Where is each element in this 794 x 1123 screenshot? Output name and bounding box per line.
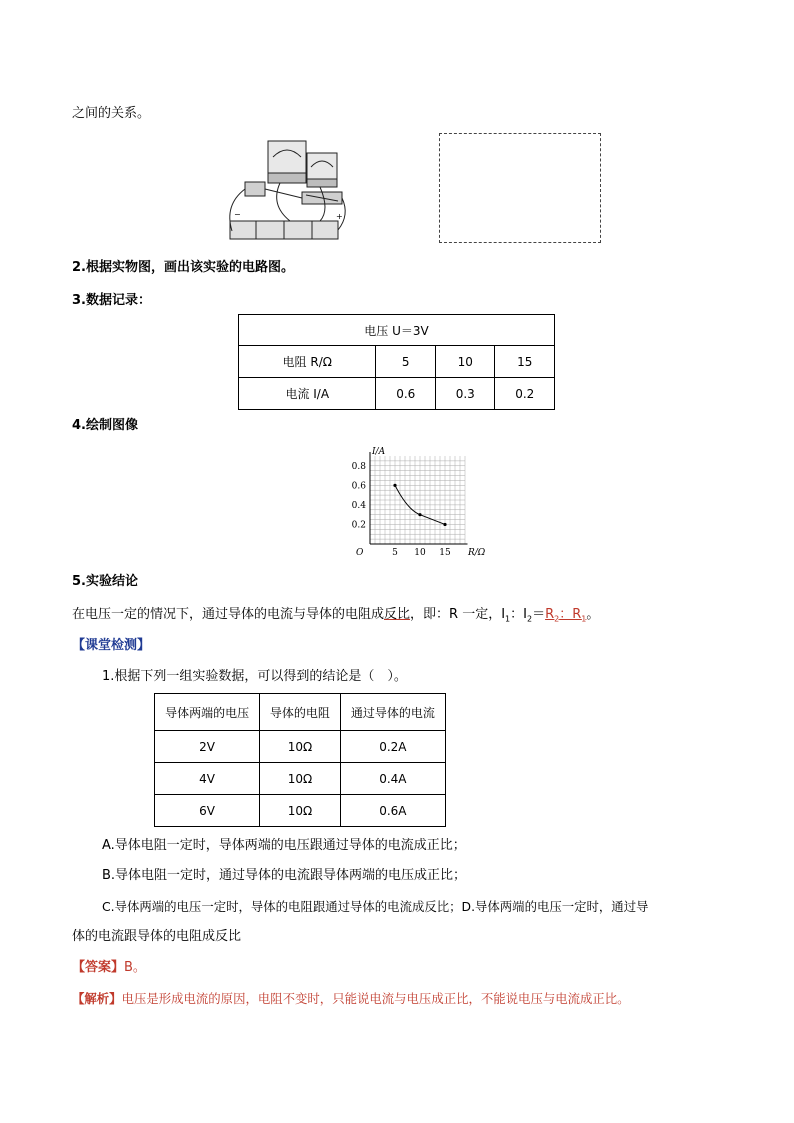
table-cell: 10Ω — [260, 795, 341, 827]
table-cell: 6V — [155, 795, 260, 827]
table-row — [155, 795, 446, 827]
conclusion-colon: ：I — [510, 607, 527, 622]
y-axis-label: I/A — [372, 447, 386, 457]
table-cell: 10 — [435, 346, 495, 378]
x-tick-label: 5 — [392, 548, 398, 558]
current-resistance-chart — [338, 447, 486, 563]
option-cd-line2: 体的电流跟导体的电阻成反比 — [72, 929, 242, 944]
y-tick-label: 0.8 — [351, 461, 366, 472]
table-row — [155, 731, 446, 763]
table-cell: 0.6 — [376, 378, 436, 410]
circuit-diagram-box — [439, 133, 601, 243]
table-cell: 电阻 R/Ω — [239, 346, 376, 378]
table-header: 导体两端的电压 — [155, 694, 260, 731]
conclusion-mid: ，即：R 一定，I — [410, 607, 506, 622]
question-table — [154, 693, 446, 827]
step5-heading: 5.实验结论 — [72, 574, 138, 589]
section-title: 【课堂检测】 — [72, 638, 151, 653]
table-cell: 0.2A — [340, 731, 445, 763]
option-b: B.导体电阻一定时，通过导体的电流跟导体两端的电压成正比； — [102, 868, 467, 883]
option-a: A.导体电阻一定时，导体两端的电压跟通过导体的电流成正比； — [102, 838, 466, 853]
conclusion-pre: 在电压一定的情况下，通过导体的电流与导体的电阻成 — [72, 607, 385, 622]
conclusion-blank2: $R_2$：$R_1$ — [545, 607, 587, 624]
data-point — [443, 523, 446, 526]
table-cell: 4V — [155, 763, 260, 795]
conclusion-end: 。 — [586, 607, 600, 622]
table-header: 通过导体的电流 — [340, 694, 445, 731]
x-tick-label: 15 — [439, 548, 451, 558]
data-point — [418, 513, 421, 516]
table-row — [239, 378, 555, 410]
question-1: 1.根据下列一组实验数据，可以得到的结论是（ ）。 — [102, 669, 407, 684]
switch-icon — [245, 182, 265, 196]
table-header: 导体的电阻 — [260, 694, 341, 731]
data-point — [393, 484, 396, 487]
table-cell: 0.3 — [435, 378, 495, 410]
option-cd-line1: C.导体两端的电压一定时，导体的电阻跟通过导体的电流成反比；D.导体两端的电压一定时，通过导 — [102, 899, 649, 914]
answer-text: B。 — [124, 960, 146, 975]
analysis-line — [72, 989, 630, 1009]
svg-text:−: − — [234, 210, 241, 219]
sub1: 1 — [505, 614, 511, 624]
analysis-text: 电压是形成电流的原因，电阻不变时，只能说电流与电压成正比，不能说电压与电流成正比。 — [121, 991, 630, 1006]
step4-heading: 4.绘制图像 — [72, 418, 138, 433]
svg-text:+: + — [336, 212, 343, 221]
apparatus-illustration — [220, 135, 355, 243]
conclusion-eq: ＝ — [532, 607, 546, 622]
x-tick-label: 10 — [414, 548, 426, 558]
table-row — [239, 346, 555, 378]
answer-tag: 【答案】 — [72, 960, 125, 975]
table-cell: 5 — [376, 346, 436, 378]
analysis-tag: 【解析】 — [72, 991, 122, 1006]
conclusion-text — [72, 605, 599, 630]
data-table — [238, 314, 555, 410]
table-header: 电压 U＝3V — [239, 315, 555, 346]
answer-line — [72, 958, 146, 978]
y-tick-label: 0.2 — [351, 520, 366, 531]
step3-heading: 3.数据记录： — [72, 293, 151, 308]
table-cell: 10Ω — [260, 731, 341, 763]
table-cell: 10Ω — [260, 763, 341, 795]
sub2: 2 — [526, 614, 533, 624]
table-cell: 15 — [495, 346, 555, 378]
y-tick-label: 0.4 — [351, 500, 366, 511]
table-cell: 0.4A — [340, 763, 445, 795]
table-cell: 2V — [155, 731, 260, 763]
intro-tail: 之间的关系。 — [72, 106, 151, 121]
table-cell: 电流 I/A — [239, 378, 376, 410]
table-cell: 0.6A — [340, 795, 445, 827]
table-cell: 0.2 — [495, 378, 555, 410]
y-tick-label: 0.6 — [351, 481, 366, 492]
conclusion-blank1: 反比 — [384, 607, 411, 622]
table-row — [155, 763, 446, 795]
origin-label: O — [356, 548, 364, 558]
x-axis-label: R/Ω — [468, 548, 486, 558]
step2-heading: 2.根据实物图，画出该实验的电路图。 — [72, 260, 294, 275]
